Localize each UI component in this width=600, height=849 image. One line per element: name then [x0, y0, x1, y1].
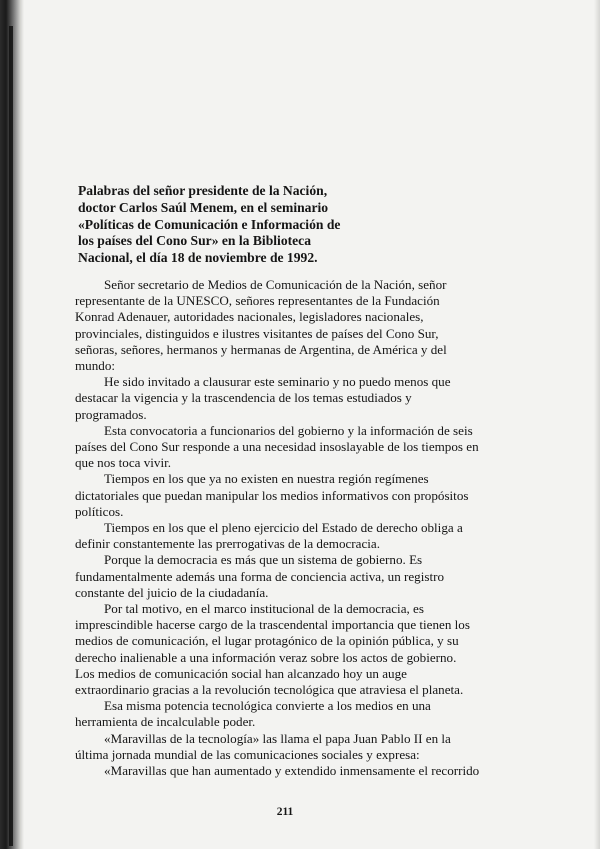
- body-line: constante del juicio de la ciudadanía.: [75, 584, 269, 600]
- heading-line: Palabras del señor presidente de la Nación,: [78, 183, 328, 198]
- body-line: señoras, señores, hermanos y hermanas de Argentina, de América y del: [75, 341, 447, 357]
- body-line: políticos.: [75, 503, 124, 519]
- body-line: Esta convocatoria a funcionarios del gobierno y la información de seis: [104, 422, 473, 438]
- body-line: imprescindible hacerse cargo de la trascendental importancia que tienen los: [75, 617, 470, 633]
- body-line: países del Cono Sur responde a una necesidad insoslayable de los tiempos en: [75, 439, 479, 455]
- body-line: «Maravillas de la tecnología» las llama el papa Juan Pablo II en la: [104, 730, 451, 746]
- heading-line: Nacional, el día 18 de noviembre de 1992.: [78, 250, 318, 266]
- body-line: representante de la UNESCO, señores representantes de la Fundación: [75, 293, 440, 309]
- body-line: medios de comunicación, el lugar protagónico de la opinión pública, y su: [75, 633, 459, 649]
- body-line: «Maravillas que han aumentado y extendido inmensamente el recorrido: [104, 763, 480, 779]
- body-line: Por tal motivo, en el marco institucional de la democracia, es: [104, 601, 424, 617]
- body-line: mundo:: [75, 358, 116, 374]
- body-line: provinciales, distinguidos e ilustres visitantes de países del Cono Sur,: [75, 325, 439, 341]
- heading-line: «Políticas de Comunicación e Información de: [78, 216, 341, 232]
- heading-line: doctor Carlos Saúl Menem, en el seminario: [78, 199, 329, 215]
- body-line: Tiempos en los que el pleno ejercicio del Estado de derecho obliga a: [104, 520, 463, 536]
- body-line: Señor secretario de Medios de Comunicación de la Nación, señor: [104, 277, 447, 292]
- body-line: derecho inalienable a una información veraz sobre los actos de gobierno.: [75, 649, 457, 665]
- heading-line: los países del Cono Sur» en la Biblioteca: [78, 233, 312, 249]
- body-line: fundamentalmente además una forma de conciencia activa, un registro: [75, 568, 445, 584]
- body-line: Los medios de comunicación social han alcanzado hoy un auge: [75, 665, 407, 681]
- page-edge-shadow: [594, 0, 600, 849]
- body-line: programados.: [75, 406, 147, 422]
- body-line: definir constantemente las prerrogativas de la democracia.: [75, 536, 381, 552]
- page-number: [0, 806, 560, 818]
- body-line: dictatoriales que puedan manipular los medios informativos con propósitos: [75, 487, 469, 503]
- body-line: herramienta de incalculable poder.: [75, 714, 256, 730]
- body-line: Porque la democracia es más que un sistema de gobierno. Es: [104, 552, 423, 568]
- binding-edge: [9, 26, 13, 846]
- body-line: He sido invitado a clausurar este seminario y no puedo menos que: [104, 374, 451, 390]
- body-line: última jornada mundial de las comunicaciones sociales y expresa:: [75, 746, 420, 762]
- speech-heading: [78, 183, 378, 267]
- body-line: destacar la vigencia y la trascendencia de los temas estudiados y: [75, 390, 412, 406]
- page-number-text: 211: [276, 806, 294, 818]
- body-line: extraordinario gracias a la revolución tecnológica que atraviesa el planeta.: [75, 682, 464, 698]
- body-line: Konrad Adenauer, autoridades nacionales, legisladores nacionales,: [75, 309, 424, 325]
- body-line: que nos toca vivir.: [75, 455, 172, 471]
- speech-body: [75, 277, 495, 779]
- body-line: Tiempos en los que ya no existen en nuestra región regímenes: [104, 471, 429, 487]
- body-line: Esa misma potencia tecnológica convierte a los medios en una: [104, 698, 431, 714]
